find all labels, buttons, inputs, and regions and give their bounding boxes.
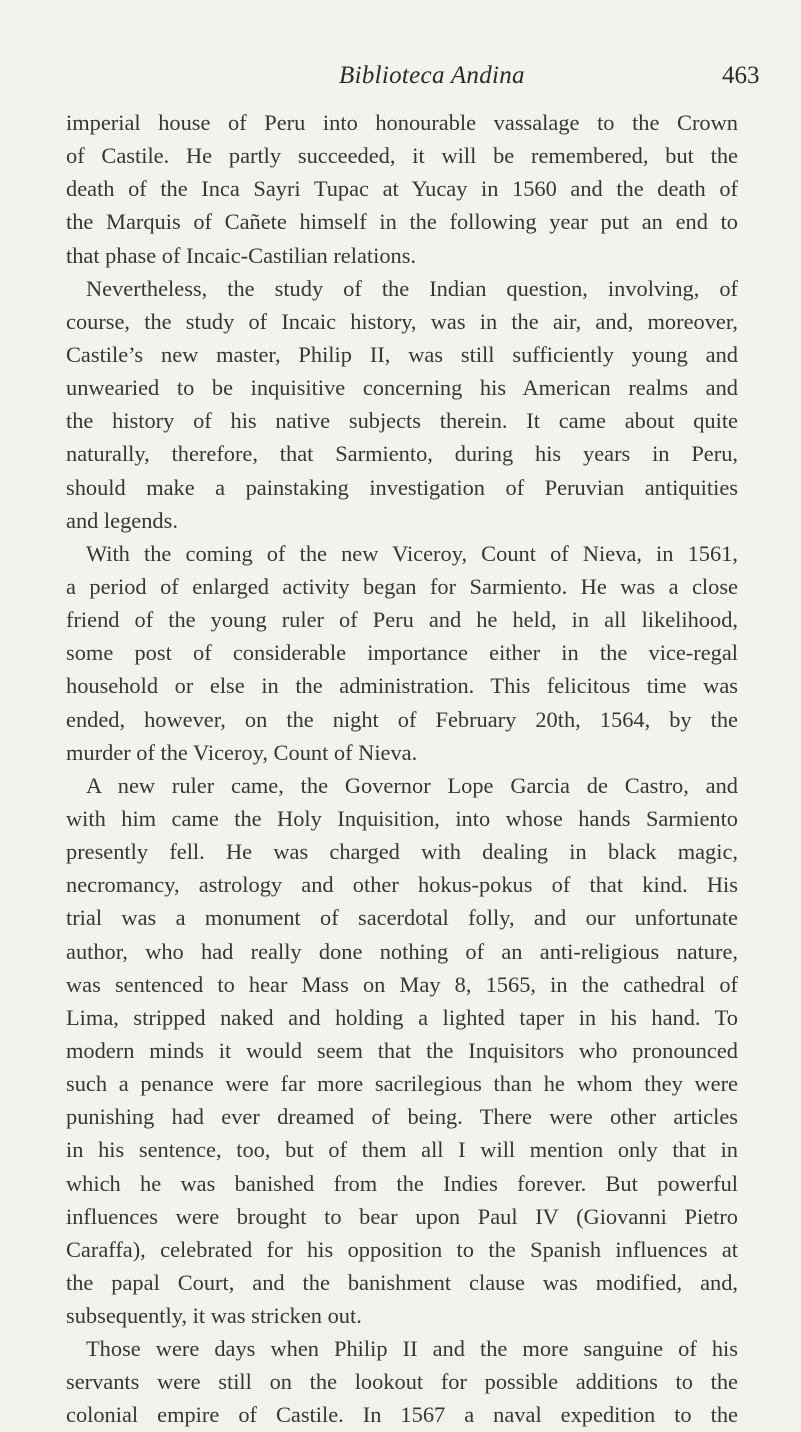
text-line: subsequently, it was stricken out. [66,1303,362,1329]
text-line: of Castile. He partly succeeded, it will be remembered, but the [66,143,738,169]
text-line: household or else in the administration. This felicitous time was [66,673,738,699]
text-line: trial was a monument of sacerdotal folly, and our unfortunate [66,905,738,931]
text-line: A new ruler came, the Governor Lope Garcia de Castro, and [86,772,738,798]
text-line: With the coming of the new Viceroy, Count of Nieva, in 1561, [86,540,738,566]
page-number: 463 [722,62,760,89]
text-line: unwearied to be inquisitive concerning his American realms and [66,375,738,401]
body-text [66,106,738,1432]
text-line: some post of considerable importance either in the vice-regal [66,640,738,666]
text-line: such a penance were far more sacrilegious than he whom they were [66,1071,738,1097]
running-title: Biblioteca Andina [339,62,525,89]
text-line: which he was banished from the Indies forever. But powerful [66,1170,738,1196]
text-line: servants were still on the lookout for possible additions to the [66,1369,738,1395]
text-line: ended, however, on the night of February 20th, 1564, by the [66,706,738,732]
text-line: Nevertheless, the study of the Indian question, involving, of [86,275,738,301]
text-line: a period of enlarged activity began for Sarmiento. He was a close [66,573,738,599]
text-line: naturally, therefore, that Sarmiento, during his years in Peru, [66,441,738,467]
text-line: murder of the Viceroy, Count of Nieva. [66,739,418,765]
text-line: Lima, stripped naked and holding a lighted taper in his hand. To [66,1004,738,1030]
text-line: the history of his native subjects therein. It came about quite [66,408,738,434]
text-line: the Marquis of Cañete himself in the following year put an end to [66,209,738,235]
text-line: colonial empire of Castile. In 1567 a naval expedition to the [66,1402,738,1428]
text-line: punishing had ever dreamed of being. There were other articles [66,1104,738,1130]
text-line: with him came the Holy Inquisition, into whose hands Sarmiento [66,805,738,831]
text-line: in his sentence, too, but of them all I will mention only that in [66,1137,738,1163]
text-line: was sentenced to hear Mass on May 8, 1565, in the cathedral of [66,971,738,997]
text-line: Caraffa), celebrated for his opposition to the Spanish influences at [66,1236,738,1262]
text-line: the papal Court, and the banishment clause was modified, and, [66,1269,738,1295]
text-line: should make a painstaking investigation of Peruvian antiquities [66,474,738,500]
text-line: influences were brought to bear upon Paul IV (Giovanni Pietro [66,1203,738,1229]
text-line: Castile’s new master, Philip II, was still sufficiently young and [66,341,738,367]
text-line: imperial house of Peru into honourable vassalage to the Crown [66,110,738,135]
text-line: course, the study of Incaic history, was in the air, and, moreover, [66,308,738,334]
running-head [0,62,801,96]
text-line: friend of the young ruler of Peru and he held, in all likelihood, [66,607,738,633]
text-line: presently fell. He was charged with dealing in black magic, [66,839,738,865]
text-line: that phase of Incaic-Castilian relations. [66,242,417,268]
text-line: death of the Inca Sayri Tupac at Yucay in 1560 and the death of [66,176,738,202]
text-line: necromancy, astrology and other hokus-pokus of that kind. His [66,872,738,898]
text-line: and legends. [66,507,178,533]
text-line: author, who had really done nothing of an anti-religious nature, [66,938,738,964]
text-line: modern minds it would seem that the Inquisitors who pronounced [66,1037,738,1063]
text-line: Those were days when Philip II and the more sanguine of his [86,1336,738,1362]
